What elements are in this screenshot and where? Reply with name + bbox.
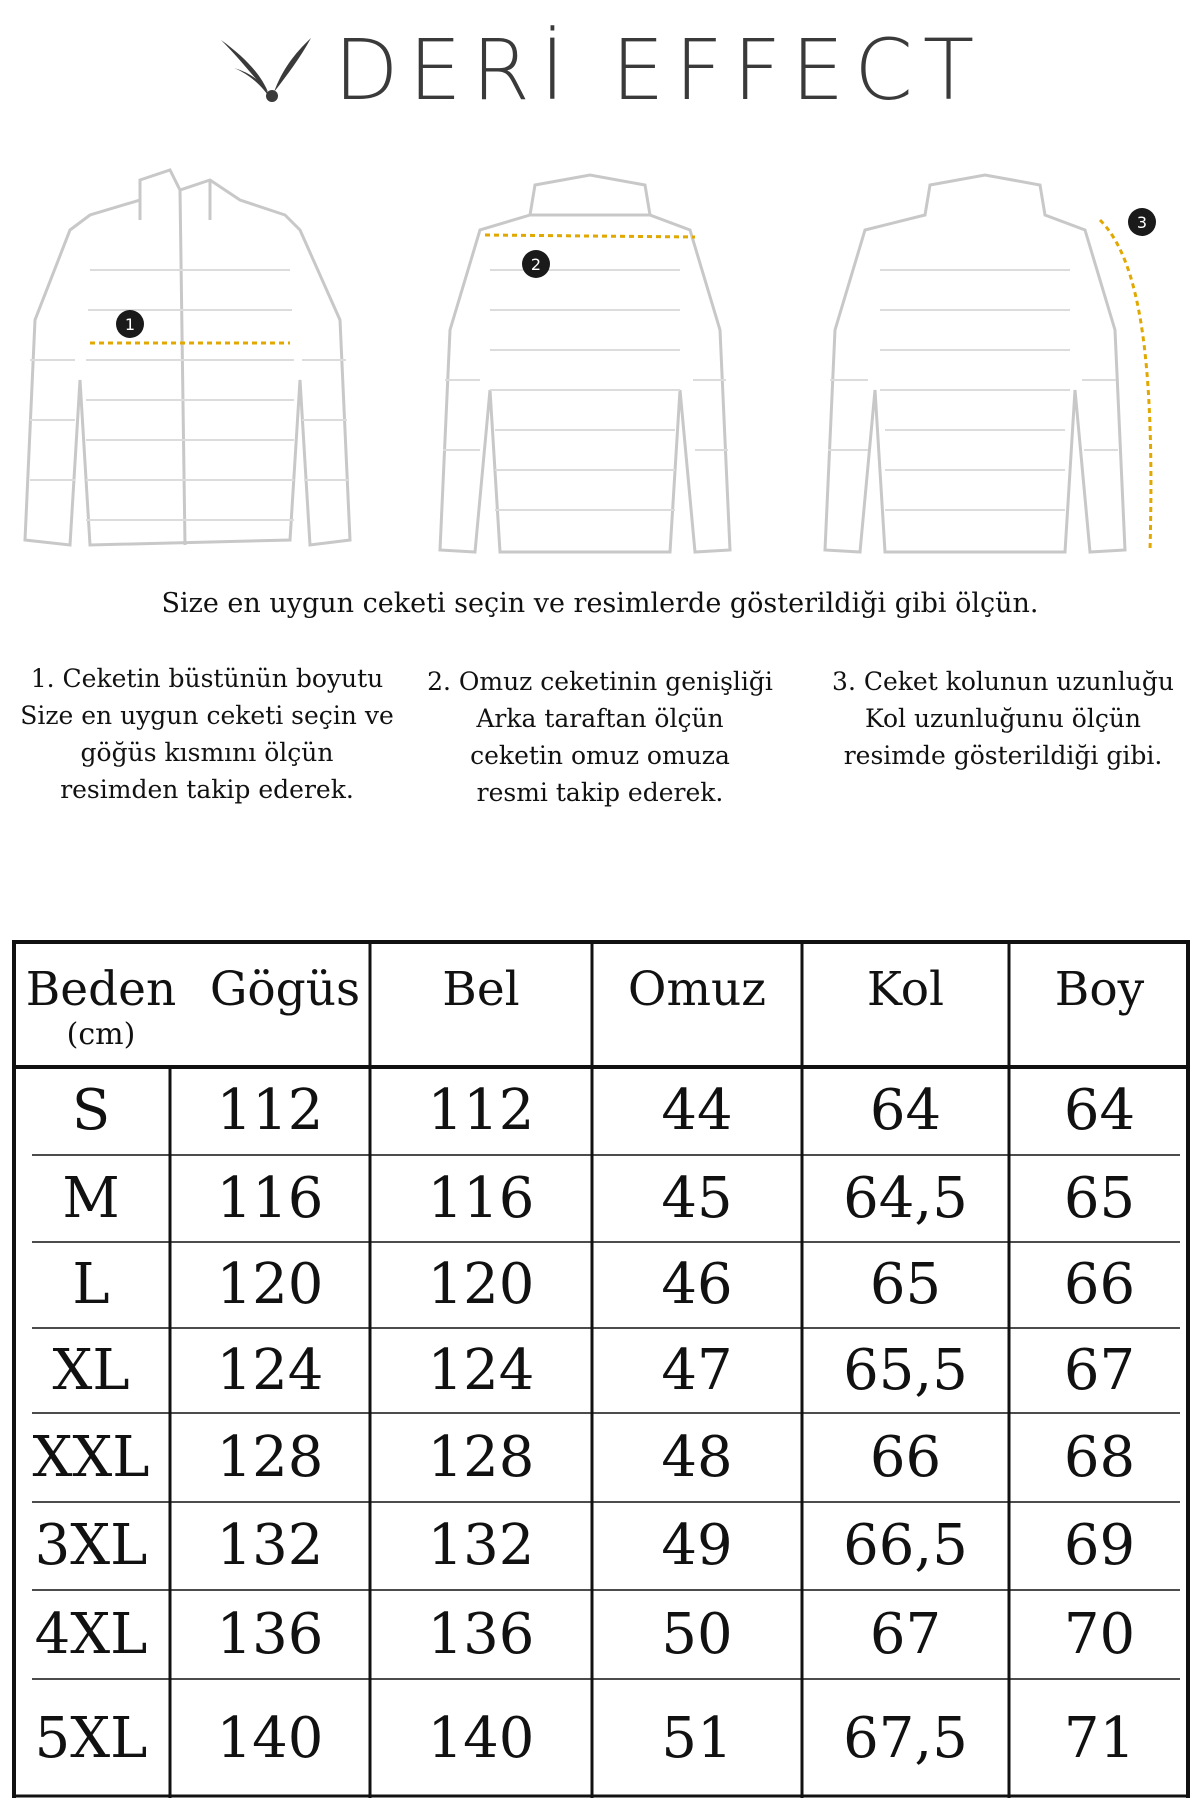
table-cell: 71 — [1063, 1706, 1136, 1771]
table-row-size: XL — [52, 1338, 130, 1403]
table-cell: 69 — [1063, 1513, 1136, 1578]
table-cell: 67,5 — [843, 1706, 968, 1771]
table-cell: 116 — [216, 1166, 324, 1231]
table-cell: 44 — [661, 1078, 733, 1143]
table-cell: 136 — [427, 1602, 535, 1667]
table-cell: 67 — [869, 1602, 942, 1667]
sleeve-jacket-illustration — [810, 160, 1170, 570]
table-cell: 49 — [661, 1513, 733, 1578]
table-header-col-2: Bel — [442, 962, 520, 1017]
table-row-size: 3XL — [34, 1513, 148, 1578]
step-shoulder-line-4: resmi takip ederek. — [476, 778, 724, 807]
table-cell: 65 — [1063, 1166, 1136, 1231]
table-cell: 124 — [427, 1338, 535, 1403]
table-row-size: M — [62, 1166, 120, 1231]
table-cell: 128 — [216, 1425, 324, 1490]
table-row-size: 4XL — [34, 1602, 148, 1667]
table-cell: 132 — [427, 1513, 535, 1578]
table-cell: 128 — [427, 1425, 535, 1490]
table-unit-label: (cm) — [66, 1017, 136, 1052]
table-header-col-5: Boy — [1054, 962, 1145, 1017]
table-header-size: Beden — [25, 962, 177, 1017]
table-header-col-1: Gögüs — [209, 962, 361, 1017]
table-cell: 46 — [661, 1252, 733, 1317]
table-cell: 67 — [1063, 1338, 1136, 1403]
table-cell: 50 — [661, 1602, 733, 1667]
table-cell: 140 — [216, 1706, 324, 1771]
table-cell: 65,5 — [843, 1338, 968, 1403]
table-cell: 70 — [1063, 1602, 1136, 1667]
brand-logo — [0, 20, 1200, 120]
table-cell: 120 — [216, 1252, 324, 1317]
table-cell: 66 — [869, 1425, 942, 1490]
step-chest-line-1: 1. Ceketin büstünün boyutu — [30, 664, 384, 693]
measurement-steps — [0, 660, 1200, 820]
table-row-size: L — [72, 1252, 110, 1317]
step-chest-line-2: Size en uygun ceketi seçin ve — [20, 701, 394, 730]
table-cell: 51 — [661, 1706, 733, 1771]
table-cell: 112 — [216, 1078, 324, 1143]
table-cell: 45 — [661, 1166, 733, 1231]
table-row-size: S — [71, 1078, 111, 1143]
table-cell: 124 — [216, 1338, 324, 1403]
table-cell: 66,5 — [843, 1513, 968, 1578]
step-shoulder — [405, 663, 795, 811]
step-sleeve — [808, 663, 1198, 774]
size-table — [12, 940, 1190, 1798]
instructions-title: Size en uygun ceketi seçin ve resimlerde gösterildiği gibi ölçün. — [161, 588, 1039, 619]
table-cell: 116 — [427, 1166, 535, 1231]
marker-2-label: 2 — [530, 255, 542, 274]
table-header-col-4: Kol — [866, 962, 945, 1017]
marker-3-label: 3 — [1136, 213, 1148, 232]
brand-name: DERİ EFFECT — [333, 21, 985, 119]
step-chest-line-4: resimden takip ederek. — [60, 775, 354, 804]
table-cell: 136 — [216, 1602, 324, 1667]
step-sleeve-line-1: 3. Ceket kolunun uzunluğu — [832, 667, 1174, 696]
front-jacket-illustration — [10, 160, 370, 570]
step-chest — [12, 660, 402, 808]
table-cell: 64 — [1063, 1078, 1136, 1143]
table-row-size: 5XL — [34, 1706, 148, 1771]
table-header-col-3: Omuz — [627, 962, 767, 1017]
table-cell: 64,5 — [843, 1166, 968, 1231]
jacket-illustrations — [10, 160, 1190, 570]
step-sleeve-line-3: resimde gösterildiği gibi. — [843, 741, 1163, 770]
table-cell: 140 — [427, 1706, 535, 1771]
table-cell: 48 — [661, 1425, 733, 1490]
marker-1-label: 1 — [124, 315, 136, 334]
step-shoulder-line-3: ceketin omuz omuza — [470, 741, 730, 770]
table-cell: 66 — [1063, 1252, 1136, 1317]
table-cell: 64 — [869, 1078, 942, 1143]
step-sleeve-line-2: Kol uzunluğunu ölçün — [864, 704, 1142, 733]
step-chest-line-3: göğüs kısmını ölçün — [80, 738, 334, 767]
step-shoulder-line-2: Arka taraftan ölçün — [476, 704, 724, 733]
table-cell: 132 — [216, 1513, 324, 1578]
table-row-size: XXL — [32, 1425, 150, 1490]
table-cell: 120 — [427, 1252, 535, 1317]
table-cell: 47 — [661, 1338, 733, 1403]
eagle-wing-icon — [216, 30, 316, 110]
back-jacket-illustration — [410, 160, 770, 570]
step-shoulder-line-1: 2. Omuz ceketinin genişliği — [427, 667, 773, 696]
table-cell: 65 — [869, 1252, 942, 1317]
table-cell: 112 — [427, 1078, 535, 1143]
table-cell: 68 — [1063, 1425, 1136, 1490]
